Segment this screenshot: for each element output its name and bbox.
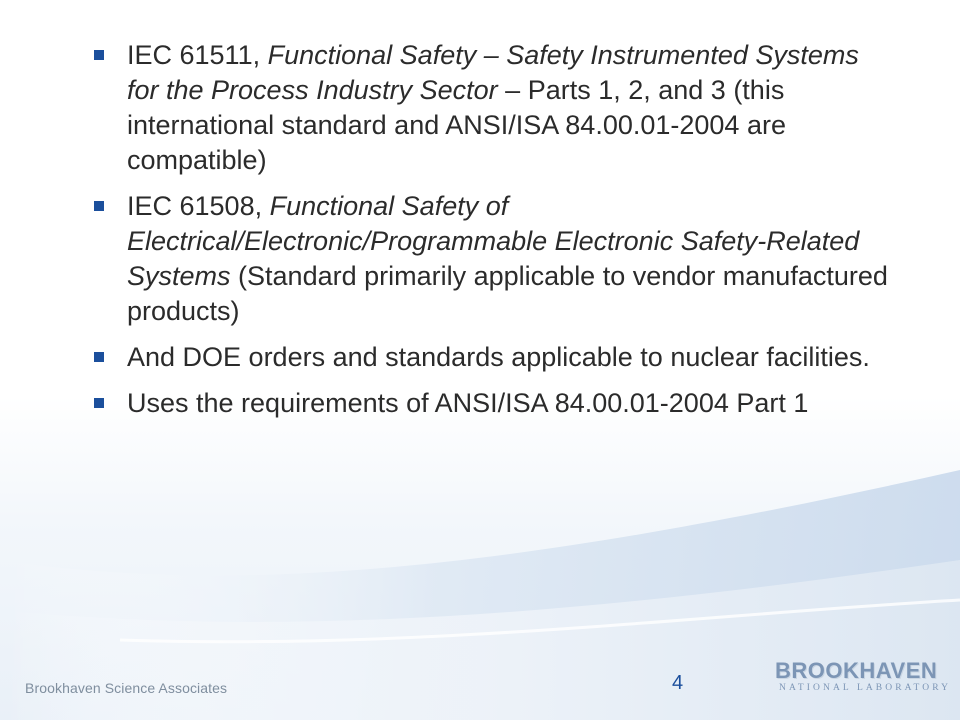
bullet-segment: (Standard primarily applicable to vendor manufactured products): [127, 261, 888, 326]
bullet-text: [127, 388, 808, 418]
page-number: 4: [672, 672, 684, 694]
bullet-segment: Uses the requirements of ANSI/ISA 84.00.01-2004 Part 1: [127, 388, 809, 418]
bullet-segment: And DOE orders and standards applicable to nuclear facilities.: [127, 342, 870, 372]
bullet-item: [92, 38, 892, 178]
logo-subtitle: NATIONAL LABORATORY: [779, 683, 952, 693]
square-bullet-icon: [94, 50, 104, 60]
brookhaven-logo: [775, 658, 952, 696]
bullet-segment: – Parts 1, 2, and 3 (this international standard and ANSI/ISA 84.00.01-2004 are compatible): [127, 75, 786, 175]
bullet-text: [127, 40, 859, 175]
square-bullet-icon: [94, 398, 104, 408]
bullet-list: [92, 38, 892, 432]
bullet-segment-italic: Functional Safety of Electrical/Electronic/Programmable Electronic Safety-Related Systems: [127, 191, 860, 291]
bullet-segment: IEC 61508,: [127, 191, 270, 221]
bullet-segment-italic: Functional Safety – Safety Instrumented Systems for the Process Industry Sector: [127, 40, 859, 105]
square-bullet-icon: [94, 201, 104, 211]
bullet-item: [92, 386, 892, 421]
bullet-text: [127, 342, 870, 372]
square-bullet-icon: [94, 352, 104, 362]
logo-wordmark: BROOKHAVEN: [775, 658, 938, 683]
bullet-segment: IEC 61511,: [127, 40, 268, 70]
bullet-text: [127, 191, 888, 326]
footer-organization: Brookhaven Science Associates: [25, 680, 228, 696]
bullet-item: [92, 189, 892, 329]
bullet-item: [92, 340, 892, 375]
